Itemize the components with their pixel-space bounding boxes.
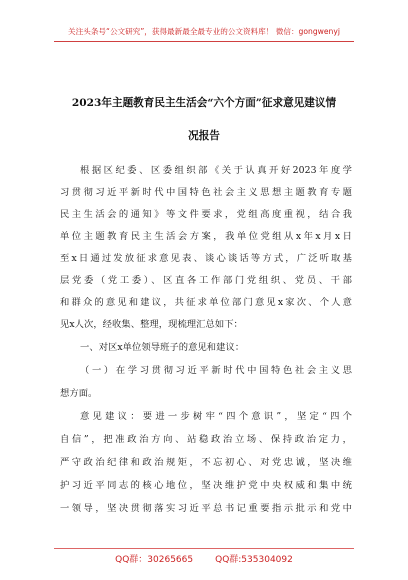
- paragraph-line: 一领导，坚决贯彻落实习近平总书记重要指示批示和党中: [60, 503, 352, 514]
- document-title-continued: 况报告: [188, 130, 220, 142]
- paragraph-line: 自信”，把准政治方向、站稳政治立场、保持政治定力，: [60, 434, 352, 445]
- paragraph-line: 护习近平同志的核心地位，坚决维护党中央权威和集中统: [60, 480, 352, 491]
- header-divider: [54, 41, 354, 42]
- paragraph-line: 民主生活会的通知》等文件要求，党组高度重视，结合我: [60, 209, 352, 220]
- paragraph-line: 根据区纪委、区委组织部《关于认真开好2023年度学: [80, 165, 352, 176]
- paragraph-line: 意见建议：要进一步树牢“四个意识”，坚定“四个: [80, 411, 352, 422]
- paragraph-line: 习贯彻习近平新时代中国特色社会主义思想主题教育专题: [60, 187, 352, 198]
- paragraph-line: 至x日通过发放征求意见表、谈心谈话等方式，广泛听取基: [60, 253, 352, 264]
- paragraph-line: 见x人次，经收集、整理，现梳理汇总如下：: [60, 319, 243, 330]
- paragraph-line: 和群众的意见和建议，共征求单位部门意见x家次、个人意: [60, 297, 352, 308]
- section-heading: 一、对区x单位领导班子的意见和建议：: [80, 342, 245, 353]
- subsection-heading: （一）在学习贯彻习近平新时代中国特色社会主义思: [80, 365, 352, 376]
- header-banner: 关注头条号“公文研究”，获得最新最全最专业的公文资料库！ 微信：gongwenyj: [68, 27, 340, 36]
- paragraph-line: 严守政治纪律和政治规矩，不忘初心、对党忠诚，坚决维: [60, 457, 352, 468]
- paragraph-line: 单位主题教育民主生活会方案，我单位党组从x年x月x日: [60, 231, 352, 242]
- paragraph-line: 层党委（党工委）、区直各工作部门党组织、党员、干部: [60, 275, 352, 286]
- footer-qq-group-1: QQ群：30265665: [115, 555, 194, 565]
- document-title: 2023年主题教育民主生活会“六个方面”征求意见建议情: [71, 97, 337, 109]
- subsection-heading-continued: 想方面。: [60, 388, 98, 399]
- footer-divider: [54, 548, 354, 549]
- footer-qq-group-2: QQ群:535304092: [215, 555, 293, 565]
- footer: [0, 552, 408, 565]
